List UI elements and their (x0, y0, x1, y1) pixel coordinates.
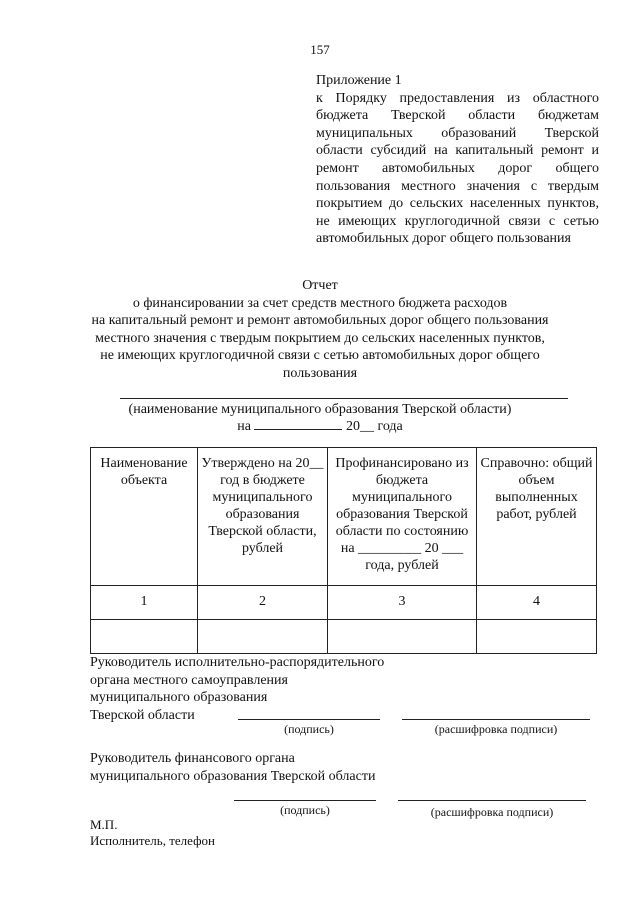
signatory-line: Тверской области (90, 707, 195, 723)
table-cell[interactable] (91, 620, 198, 654)
signatory-line: муниципального образования (90, 690, 268, 705)
table-row (91, 620, 597, 654)
table-header-cell: Наименование объекта (91, 448, 198, 586)
table-header-cell: Справочно: общий объем выполненных работ, рублей (477, 448, 597, 586)
finance-decode-caption: (расшифровка подписи) (430, 805, 554, 819)
table-cell[interactable] (328, 620, 477, 654)
report-subtitle-line: о финансировании за счет средств местного бюджета расходов (132, 295, 508, 311)
finance-signatory-block (90, 750, 375, 785)
column-number: 4 (477, 586, 597, 620)
column-number: 3 (328, 586, 477, 620)
report-date-line (70, 417, 570, 435)
municipality-caption: (наименование муниципального образования Тверской области) (128, 402, 512, 417)
report-subtitle-line: не имеющих круглогодичной связи с сетью автомобильных дорог общего (100, 348, 540, 364)
table-cell[interactable] (198, 620, 328, 654)
column-number: 1 (91, 586, 198, 620)
signatory-line: Руководитель исполнительно-распорядительного (90, 655, 385, 670)
appendix-block (316, 72, 599, 248)
executor-label: Исполнитель, телефон (90, 833, 215, 848)
table-column-number-row (91, 586, 597, 620)
signatory-line: органа местного самоуправления (90, 672, 288, 688)
report-heading (70, 277, 570, 383)
page-number: 157 (310, 42, 330, 57)
head-decode-line[interactable] (402, 719, 590, 720)
appendix-title: Приложение 1 (316, 73, 402, 88)
report-title: Отчет (302, 278, 338, 293)
column-number: 2 (198, 586, 328, 620)
date-suffix: года (377, 419, 403, 434)
head-signatory-block (90, 654, 384, 724)
table-cell[interactable] (477, 620, 597, 654)
head-signature-line[interactable] (238, 719, 380, 720)
table-header-row (91, 448, 597, 586)
date-year: 20__ (345, 419, 374, 434)
report-subtitle-line: на капитальный ремонт и ремонт автомобильных дорог общего пользования (91, 313, 549, 329)
signatory-line: Руководитель финансового органа (90, 751, 295, 766)
date-prefix: на (237, 419, 251, 434)
stamp-label: М.П. (90, 817, 118, 832)
signatory-line: муниципального образования Тверской области (90, 768, 376, 784)
table-header-cell: Утверждено на 20__ год в бюджете муниципального образования Тверской области, рублей (198, 448, 328, 586)
table-header-cell: Профинансировано из бюджета муниципального образования Тверской области по состоянию на _________ 20 ___ года, рублей (328, 448, 477, 586)
finance-decode-line[interactable] (398, 800, 586, 801)
head-decode-caption: (расшифровка подписи) (434, 722, 558, 736)
municipality-name-line[interactable] (120, 398, 568, 399)
report-subtitle-line: пользования (282, 365, 358, 381)
finance-signature-line[interactable] (234, 800, 376, 801)
report-subtitle-line: местного значения с твердым покрытием до сельских населенных пунктов, (95, 330, 545, 346)
date-blank[interactable] (254, 417, 342, 430)
report-table (90, 447, 597, 654)
appendix-body: к Порядку предоставления из областного бюджета Тверской области бюджетам муниципальных образований Тверской области субсидий на капитальный ремонт и ремонт автомобильных дорог общего пользования местного значения с твердым покрытием до сельских населенных пунктов, не имеющих круглогодичной связи с сетью автомобильных дорог общего пользования (316, 90, 599, 247)
head-signature-caption: (подпись) (284, 722, 334, 736)
finance-signature-caption: (подпись) (280, 803, 330, 817)
